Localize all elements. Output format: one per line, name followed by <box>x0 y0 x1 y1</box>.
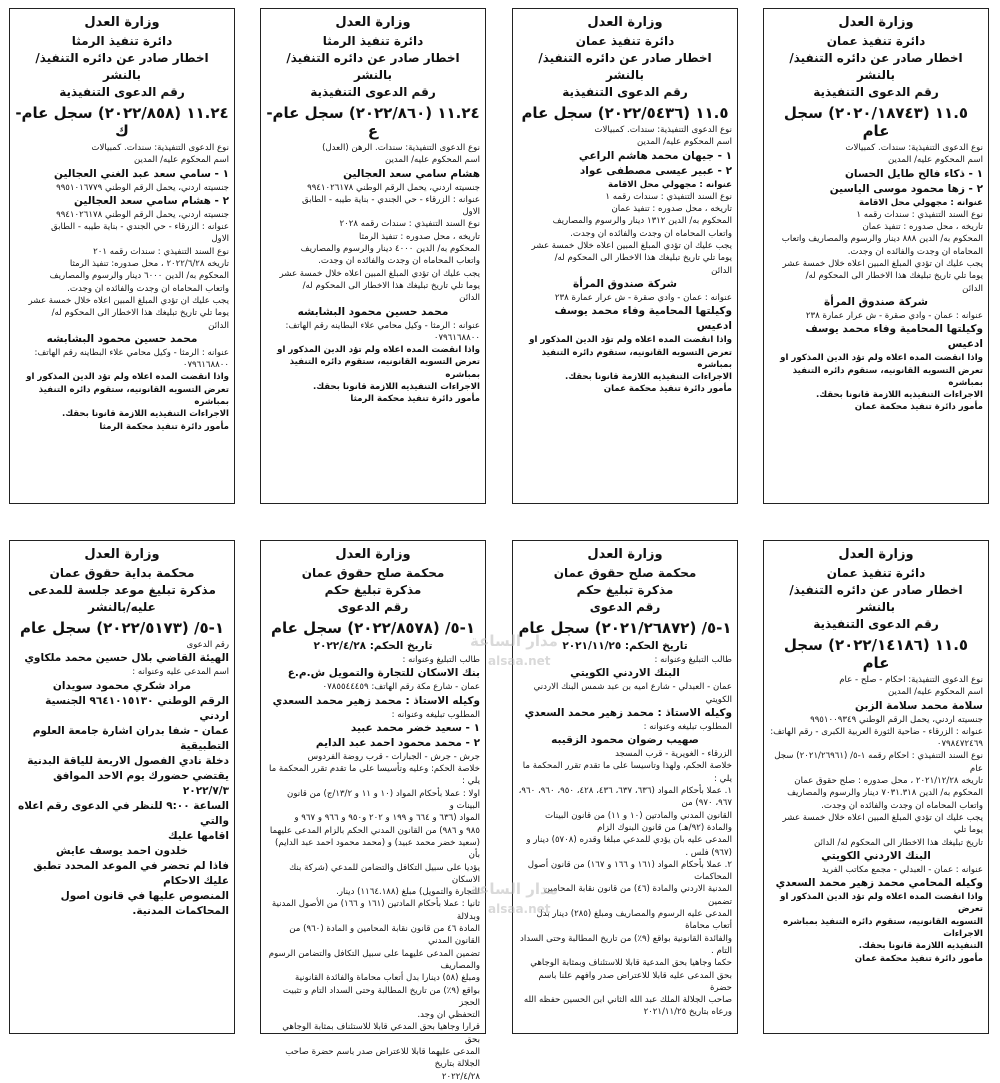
notice-line: تضمين المدعى عليهما على سبيل التكافل والتضامن الرسوم والمصاريف <box>268 948 480 971</box>
notice-line: يجب عليك ان تؤدي المبلغ المبين اعلاه خلال خمسة عشر يوما تلي <box>782 812 983 836</box>
legal-notice <box>9 540 235 1034</box>
notice-line: عمان - شارع مكة رقم الهاتف: ٠٧٨٥٥٤٤٤٥٩ <box>322 682 480 693</box>
notice-line: ثانيا : عملا بأحكام المادتين (١٦١ و ١٦٦) من الأصول المدنية وبدلالة <box>271 899 480 922</box>
notice-header: دائرة تنفيذ عمان <box>826 566 926 580</box>
notice-line: وكيله الاستاذ : محمد زهير محمد السعدي <box>524 706 732 719</box>
notice-line: اسم المحكوم عليه/ المدين <box>636 137 732 148</box>
notice-line: خلاصة الحكم، ولهذا وتاسيسا على ما تقدم تقرر المحكمة ما يلي : <box>522 761 732 784</box>
notice-line: ١ - ذكاء فالح طايل الحسان <box>844 167 983 180</box>
legal-notice <box>512 540 738 1034</box>
notice-line: الاول <box>462 207 480 218</box>
notice-line: تاريخه ، محل صدوره : تنفيذ عمان <box>611 204 732 215</box>
notice-line: نوع السند التنفيذي : سندات رقمه ٢٠٢٨ <box>339 219 480 230</box>
notice-line: يجب عليك ان تؤدي المبلغ المبين اعلاه خلال خمسة عشر <box>782 259 983 270</box>
notice-line: تعرض التسويه القانونيه، ستقوم دائره التنفيذ بمباشره <box>792 365 983 388</box>
notice-line: وكيله الاستاذ : محمد زهير محمد السعدي <box>272 694 480 707</box>
notice-line: عنوانه : الزرقاء - ضاحية الثورة العربية الكبرى - رقم الهاتف: <box>770 726 983 737</box>
notice-line: اقامها عليك <box>168 829 229 842</box>
notice-line: المدعى عليهما قابلا للاعتراض صدر باسم حضرة صاحب الجلالة بتاريخ <box>285 1047 480 1070</box>
notice-line: المحكوم به/ الدين ١٣١٢ دينار والرسوم والمصاريف <box>552 216 732 227</box>
notice-line: واذا انقضت المده اعلاه ولم تؤد الدين المذكور او <box>277 345 480 356</box>
legal-notice <box>512 8 738 504</box>
notice-line: صهيب رضوان محمود الزقيبه <box>551 734 699 747</box>
notice-line: تاريخه ، محل صدوره : تنفيذ عمان <box>862 222 983 233</box>
notice-line: محمد حسين محمود البشابشه <box>297 305 449 318</box>
legal-notice <box>260 540 486 1082</box>
notice-line: المحكوم به/ الدين ٦٠٠٠ دينار والرسوم والمصاريف <box>49 271 229 282</box>
notice-line: نوع الدعوى التنفيذية: سندات. الرهن (العدل) <box>322 143 480 153</box>
notice-line: يؤديا على سبيل التكافل والتضامن للمدعي (شركة بنك الاسكان <box>289 862 480 885</box>
notice-header: مذكرة تبليغ حكم <box>324 583 422 597</box>
case-number: ١-٥/ (٢٠٢٢/٨٥٧٨) سجل عام <box>271 619 475 637</box>
legal-notice <box>763 540 989 1034</box>
notice-header: رقم الدعوى التنفيذية <box>59 85 185 99</box>
notice-line: واتعاب المحاماه ان وجدت والفائده ان وجدت. <box>570 228 732 239</box>
notice-header: رقم الدعوى <box>337 600 409 614</box>
notice-line: عنوانه : مجهولي محل الاقامة <box>859 197 983 208</box>
notice-line: تعرض التسويه القانونيه، ستقوم دائره التنفيذ بمباشره <box>541 347 732 370</box>
notice-line: عمان - شفا بدران اشارة جامعة العلوم التطبيقية <box>32 724 229 752</box>
notice-line: شركة صندوق المرأة <box>573 277 677 290</box>
case-number: ١١.٥ (٢٠٢٢/٥٤٣٦) سجل عام <box>521 104 729 122</box>
notice-line: نوع الدعوى التنفيذية: سندات. كمبيالات <box>594 125 732 135</box>
notice-header: محكمة صلح حقوق عمان <box>553 566 697 580</box>
notice-line: نوع السند التنفيذي : سندات رقمه ٢٠١ <box>93 246 229 257</box>
notice-line: مأمور دائرة تنفيذ محكمة عمان <box>854 953 983 964</box>
notice-header: مذكرة تبليغ حكم <box>576 583 674 597</box>
notice-line: ١ - جيهان محمد هاشم الراعي <box>578 149 732 162</box>
notice-line: اسم المحكوم عليه/ المدين <box>887 155 983 166</box>
notice-line: مأمور دائرة تنفيذ محكمة الرمثا <box>99 421 229 432</box>
notice-line: عنوانه : الرمثا - وكيل محامي علاء البطاينه رقم الهاتف: <box>285 320 480 331</box>
notice-line: المحكوم به/ الدين ٨٨٨ دينار والرسوم والمصاريف واتعاب <box>781 234 983 245</box>
notice-line: المطلوب تبليغه وعنوانه : <box>391 709 480 720</box>
notice-line: يجب عليك ان تؤدي المبلغ المبين اعلاه خلال خمسة عشر <box>279 268 480 279</box>
ministry-title: وزارة العدل <box>838 15 914 30</box>
notice-line: طالب التبليغ وعنوانه : <box>402 655 480 665</box>
notice-line: ورعاه بتاريخ ٢٠٢١/١١/٢٥ <box>643 1007 732 1018</box>
notice-header: دائرة تنفيذ الرمثا <box>322 34 424 48</box>
notice-header: محكمة بداية حقوق عمان <box>49 566 195 580</box>
notice-line: عنوانه : عمان - العبدلي - مجمع مكاتب الفريد <box>821 864 983 875</box>
notice-line: المادة ٤٦ من قانون نقابة المحامين و المادة (٩٦٠) من القانون المدني <box>289 924 480 947</box>
notice-line: تاريخه ، محل صدوره : تنفيذ الرمثا <box>358 231 480 242</box>
notice-line: عنوانه : الزرقاء - حي الجندي - بناية طيبه - الطابق <box>50 222 229 233</box>
notice-header: رقم الدعوى <box>589 600 661 614</box>
notice-line: التنفيذيه اللازمة قانونا بحقك. <box>858 941 983 952</box>
notice-line: البنك الاردني الكويتي <box>821 849 931 862</box>
notice-line: المحاماه ان وجدت والفائده ان وجدت. <box>847 246 983 257</box>
notice-line: واذا انقضت المده اعلاه ولم تؤد الدين المذكور او <box>26 372 229 383</box>
notice-line: وكيلتها المحامية وفاء محمد يوسف ادعيس <box>554 305 732 333</box>
ministry-title: وزارة العدل <box>587 15 663 30</box>
notice-line: تاريخه ٢٠٢١/١٢/٢٨ ، محل صدوره : صلح حقوق عمان <box>794 776 983 787</box>
notice-line: تاريخ تبليغك هذا الاخطار الى المحكوم له/ الدائن <box>813 837 983 848</box>
notice-line: الاجراءات التنفيذيه اللازمة قانونا بحقك. <box>815 390 983 401</box>
notice-line: ١ - سامي سعد عبد الغني العجالين <box>54 167 229 180</box>
ministry-title: وزارة العدل <box>335 547 411 562</box>
notice-line: المدعى عليه الرسوم والمصاريف ومبلغ (٢٨٥) دينار بدل أتعاب محاماة <box>536 909 732 932</box>
notice-line: يوما تلي تاريخ تبليغك هذا الاخطار الى المحكوم له/ <box>302 280 480 291</box>
notice-line: جنسيته اردني، يحمل الرقم الوطني ٩٩٤١٠٢٦١٧٨ <box>56 209 229 220</box>
notice-header: اخطار صادر عن دائره التنفيذ/ بالنشر <box>789 51 963 82</box>
notice-line: نوع الدعوى التنفيذية: احكام - صلح - عام <box>839 675 983 685</box>
watermark-arabic: مدار الساعة <box>470 632 558 650</box>
notice-line: مأمور دائرة تنفيذ محكمة الرمثا <box>350 394 480 405</box>
notice-line: واتعاب المحاماه ان وجدت والفائده ان وجدت. <box>67 283 229 294</box>
notice-header: اخطار صادر عن دائره التنفيذ/ بالنشر <box>286 51 460 82</box>
ministry-title: وزارة العدل <box>335 15 411 30</box>
notice-header: مذكرة تبليغ موعد جلسة للمدعى <box>28 583 216 597</box>
notice-line: اسم المدعى عليه وعنوانه : <box>132 667 229 678</box>
notice-line: جرش - جرش - الجبارات - قرب روضة الفردوس <box>307 751 480 762</box>
legal-notice <box>9 8 235 504</box>
watermark-latin: alsaa.net <box>488 654 551 668</box>
notice-line: سلامة محمد سلامة الزبن <box>855 699 983 712</box>
notice-line: للتجارة والتمويل) مبلغ (١١٦٤.١٨٨) دينار. <box>336 887 480 898</box>
notice-line: مراد شكري محمود سويدان <box>52 679 192 692</box>
notice-line: ٢ - محمد محمود احمد عبد الدايم <box>315 736 480 749</box>
ministry-title: وزارة العدل <box>587 547 663 562</box>
notice-line: يقتضي حضورك يوم الاحد الموافق ٢٠٢٢/٧/٣ <box>53 769 229 797</box>
notice-line: اولا : عملا بأحكام المواد (١٠ و ١١ و ١٣/٢/ج) من قانون البينات و <box>287 788 480 812</box>
notice-header: محكمة صلح حقوق عمان <box>301 566 445 580</box>
notice-line: المدنية الاردني والمادة (٤٦) من قانون نقابة المحامين تضمين <box>543 884 732 907</box>
legal-notice <box>260 8 486 504</box>
notice-line: حكما وجاهيا بحق المدعية قابلا للاستئناف وبمثابة الوجاهي <box>530 958 732 969</box>
case-number: ١-٥/ (٢٠٢١/٢٦٨٧٢) سجل عام <box>518 619 732 637</box>
ministry-title: وزارة العدل <box>84 547 160 562</box>
notice-line: البنك الاردني الكويتي <box>570 667 680 680</box>
notice-line: الرقم الوطني ٩٦٤١٠١٥١٣٠ الجنسية اردني <box>45 694 229 722</box>
notice-line: ٢ - عبير عيسى مصطفى عواد <box>579 164 732 177</box>
notice-line: نوع السند التنفيذي : سندات رقمه ١ <box>605 191 732 202</box>
notice-line: وكيلتها المحامية وفاء محمد يوسف ادعيس <box>805 323 983 351</box>
notice-line: المدعى عليه بان يؤدي للمدعي مبلغا وقدره (٥٧٠٨) دينار و (٩٦٧) فلس . <box>526 835 732 858</box>
notice-header: رقم الدعوى التنفيذية <box>310 85 436 99</box>
notice-line: المطلوب تبليغه وعنوانه : <box>643 721 732 732</box>
notice-line: واتعاب المحاماه ان وجدت والفائده ان وجدت. <box>821 800 983 811</box>
notice-line: والفائدة القانونية بواقع (٩٪) من تاريخ المطالبة وحتى السداد التام . <box>520 933 732 956</box>
notice-line: الدائن <box>459 293 480 304</box>
notice-line: صاحب الجلالة الملك عبد الله الثاني ابن الحسين حفظه الله <box>523 995 732 1006</box>
notice-line: الاول <box>211 234 229 245</box>
notice-line: ٢٠٢٢/٤/٢٨ <box>441 1071 480 1082</box>
case-number: ١١.٥ (٢٠٢٢/١٤١٨٦) سجل عام <box>783 636 969 672</box>
notice-line: الدائن <box>208 320 229 331</box>
notice-line: واذا انقضت المده اعلاه ولم تؤد الدين المذكور او تعرض <box>780 892 983 915</box>
notice-line: بحق المدعى عليه قابلا للاعتراض صدر وافهم علنا باسم حضرة <box>538 970 732 993</box>
notice-line: اسم المحكوم عليه/ المدين <box>133 155 229 166</box>
notice-line: مأمور دائرة تنفيذ محكمة عمان <box>854 402 983 413</box>
notice-line: يجب عليك ان تؤدي المبلغ المبين اعلاه خلال خمسة عشر <box>28 295 229 306</box>
notice-line: ومبلغ (٥٨) دينارا بدل أتعاب محاماة والفائدة القانونية <box>294 973 480 984</box>
notice-line: يوما تلي تاريخ تبليغك هذا الاخطار الى المحكوم له/ <box>554 253 732 264</box>
notice-line: القانون المدني والمادتين (١٠ و ١١) من قانون البينات والمادة (٩٢/هـ) من قانون البنوك الزام <box>545 810 732 833</box>
notice-line: ١. عملا بأحكام المواد (٦٣٦، ٦٣٧، ٤٣٦، ٤٢٨، ٩٥٠، ٩٦٠، ٩٦٠، ٩٦٧، ٩٧٠) من <box>518 786 732 809</box>
notice-line: تاريخه ٢٠٢٢/٦/٢٨ ، محل صدوره: تنفيذ الرمثا <box>69 259 229 270</box>
ministry-title: وزارة العدل <box>838 547 914 562</box>
notice-line: دخلة نادي الفصول الاربعة للياقة البدنية <box>27 754 229 767</box>
notice-line: محمد حسين محمود البشابشه <box>46 332 198 345</box>
notice-line: عنوانه : الزرقاء - حي الجندي - بناية طيبه - الطابق <box>301 194 480 205</box>
notice-line: نوع السند التنفيذي : سندات رقمه ١ <box>856 209 983 220</box>
case-number: ١-٥/ (٢٠٢٢/٥١٧٣) سجل عام <box>20 619 224 637</box>
notice-line: هشام سامي سعد العجالين <box>343 167 480 180</box>
notice-line: تعرض التسويه القانونيه، ستقوم دائره التنفيذ بمباشره <box>289 357 480 380</box>
notice-line: ٩٨٥ و ٩٨٦) من القانون المدني الحكم بالزام المدعى عليهما <box>269 825 480 836</box>
notice-line: طالب التبليغ وعنوانه : <box>654 655 732 665</box>
notice-header: اخطار صادر عن دائره التنفيذ/ بالنشر <box>35 51 209 82</box>
notice-line: ٠٧٩٦١٦٨٨٠٠ <box>182 360 229 371</box>
notice-line: الهيئة القاضي بلال حسين محمد ملكاوي <box>24 652 229 665</box>
notice-line: نوع الدعوى التنفيذية: سندات. كمبيالات <box>91 143 229 153</box>
notice-line: يوما تلي تاريخ تبليغك هذا الاخطار الى المحكوم له/ <box>51 308 229 319</box>
notice-line: الدائن <box>711 265 732 276</box>
case-number: ١١.٢٤ (٢٠٢٢/٨٦٠) سجل عام-ع <box>266 104 480 140</box>
notice-line: بواقع (٩٪) من تاريخ المطالبة وحتى السداد التام و تثبيت الحجز <box>282 985 480 1008</box>
case-number: ١١.٢٤ (٢٠٢٢/٨٥٨) سجل عام-ك <box>15 104 229 140</box>
notice-line: تعرض التسويه القانونيه، ستقوم دائره التنفيذ بمباشره <box>38 384 229 408</box>
notice-line: الاجراءات التنفيذيه اللازمة قانونا بحقك. <box>564 372 732 383</box>
notice-header: دائرة تنفيذ الرمثا <box>71 34 173 48</box>
notice-line: عنوانه : عمان - وادي صقرة - ش عرار عمارة ٢٣٨ <box>805 310 983 321</box>
notice-line: شركة صندوق المرأة <box>824 295 928 308</box>
notice-line: اسم المحكوم عليه/ المدين <box>887 687 983 698</box>
notice-line: ٠٧٩٦١٦٨٨٠٠ <box>433 332 480 343</box>
notice-line: تاريخ الحكم: ٢٠٢٢/٤/٢٨ <box>313 640 433 652</box>
notice-line: رقم الدعوى <box>186 640 229 650</box>
watermark-arabic-lower: مدار الساعة <box>470 880 558 898</box>
notice-line: تاريخ الحكم: ٢٠٢١/١١/٢٥ <box>562 640 688 652</box>
notice-line: ٢ - هشام سامي سعد العجالين <box>73 194 229 207</box>
notice-line: ٢ - زها محمود موسى الياسين <box>829 182 983 195</box>
notice-header: دائرة تنفيذ عمان <box>575 34 675 48</box>
notice-line: قرارا وجاهيا بحق المدعي قابلا للاستئناف بمثابة الوجاهي بحق <box>282 1022 480 1045</box>
notice-line: عنوانه : الرمثا - وكيل محامي علاء البطاينه رقم الهاتف: <box>34 347 229 358</box>
notice-line: عمان - العبدلي - شارع اميه بن عبد شمس البنك الاردني الكويتي <box>533 682 732 705</box>
notice-line: التسويه القانونيه، ستقوم دائره التنفيذ بمباشره الاجراءات <box>783 916 983 940</box>
notice-line: واذا انقضت المده اعلاه ولم تؤد الدين المذكور او <box>529 335 732 346</box>
notice-line: واذا انقضت المده اعلاه ولم تؤد الدين المذكور او <box>780 353 983 364</box>
notice-line: يجب عليك ان تؤدي المبلغ المبين اعلاه خلال خمسة عشر <box>531 241 732 252</box>
notice-header: اخطار صادر عن دائره التنفيذ/ بالنشر <box>538 51 712 82</box>
notice-line: اسم المحكوم عليه/ المدين <box>384 155 480 166</box>
notice-header: عليه/بالنشر <box>88 600 156 614</box>
notice-line: الاجراءات التنفيذيه اللازمة قانونا بحقك. <box>312 382 480 393</box>
legal-notice <box>763 8 989 504</box>
notice-line: جنسيته اردني، يحمل الرقم الوطني ٩٩٤١٠٢٦١٧٨ <box>307 182 480 193</box>
notice-header: دائرة تنفيذ عمان <box>826 34 926 48</box>
notice-line: (سعيد خضر محمد عبيد) و (محمد محمود احمد عبد الدايم) بأن <box>275 837 480 861</box>
ministry-title: وزارة العدل <box>84 15 160 30</box>
notice-line: يوما تلي تاريخ تبليغك هذا الاخطار الى المحكوم له/ <box>805 271 983 282</box>
notice-line: وكيله المحامي محمد زهير محمد السعدي <box>775 877 983 890</box>
notice-line: المنصوص عليها في قانون اصول المحاكمات المدنية. <box>60 889 229 917</box>
notice-line: فاذا لم تحضر في الموعد المحدد تطبق عليك الاحكام <box>33 859 229 887</box>
watermark-latin-lower: alsaa.net <box>488 902 551 916</box>
notice-line: ٢. عملا بأحكام المواد (١٦١ و ١٦٦ و ١٦٧) من قانون أصول المحاكمات <box>527 859 732 883</box>
notice-line: بنك الاسكان للتجارة والتمويل ش.م.ع <box>287 667 480 680</box>
notice-header: رقم الدعوى التنفيذية <box>813 85 939 99</box>
notice-header: رقم الدعوى التنفيذية <box>562 85 688 99</box>
notice-line: جنسيته اردني، يحمل الرقم الوطني ٩٩٥١٠١٦٧٧٩ <box>56 182 229 193</box>
notice-line: الدائن <box>962 283 983 294</box>
notice-line: مأمور دائرة تنفيذ محكمة عمان <box>603 384 732 395</box>
notice-header: اخطار صادر عن دائره التنفيذ/ بالنشر <box>789 583 963 614</box>
notice-line: خلدون احمد يوسف عايش <box>56 844 188 857</box>
notice-line: نوع الدعوى التنفيذية: سندات. كمبيالات <box>845 143 983 153</box>
notice-line: جنسيته اردني، يحمل الرقم الوطني ٩٩٥١٠٠٩٣٤٩ <box>810 714 983 725</box>
notice-line: خلاصة الحكم: وعليه وتأسيسا على ما تقدم تقرر المحكمة ما يلي : <box>268 764 480 787</box>
notice-line: المحكوم به/ الدين ٤٠٠٠ دينار والرسوم والمصاريف <box>300 244 480 255</box>
notice-line: المحكوم به/ الدين ٧٠٣١.٣١٨ دينار والرسوم والمصاريف <box>787 788 983 799</box>
notice-line: المواد (٦٣٦ و ٦٦٤ و ١٩٩ و ٢٠٢ و٩٥٠ و ٩٦٦ و ٩٦٧ و <box>294 813 480 824</box>
notice-line: ٠٧٩٨٤٧٢٤٦٩ <box>936 739 983 750</box>
notice-line: واتعاب المحاماه ان وجدت والفائده ان وجدت. <box>318 256 480 267</box>
notice-line: عنوانه : عمان - وادي صقرة - ش عرار عمارة ٢٣٨ <box>554 292 732 303</box>
notice-line: نوع السند التنفيذي : احكام رقمه ١-٥/ (٢٠٢١/٢٦٩٦١) سجل عام <box>774 751 983 774</box>
notice-line: عنوانه : مجهولي محل الاقامة <box>608 179 732 190</box>
case-number: ١١.٥ (٢٠٢٠/١٨٧٤٣) سجل عام <box>783 104 969 140</box>
notice-line: ١ - سعيد خضر محمد عبيد <box>350 721 480 734</box>
notice-header: رقم الدعوى التنفيذية <box>813 617 939 631</box>
notice-line: التحفظي ان وجد. <box>417 1010 480 1021</box>
notice-line: الزرقاء - الغويرية - قرب المسجد <box>615 749 732 760</box>
notice-line: الاجراءات التنفيذيه اللازمة قانونا بحقك. <box>61 409 229 420</box>
notice-line: الساعة ٩:٠٠ للنظر في الدعوى رقم اعلاه والتي <box>18 799 229 827</box>
